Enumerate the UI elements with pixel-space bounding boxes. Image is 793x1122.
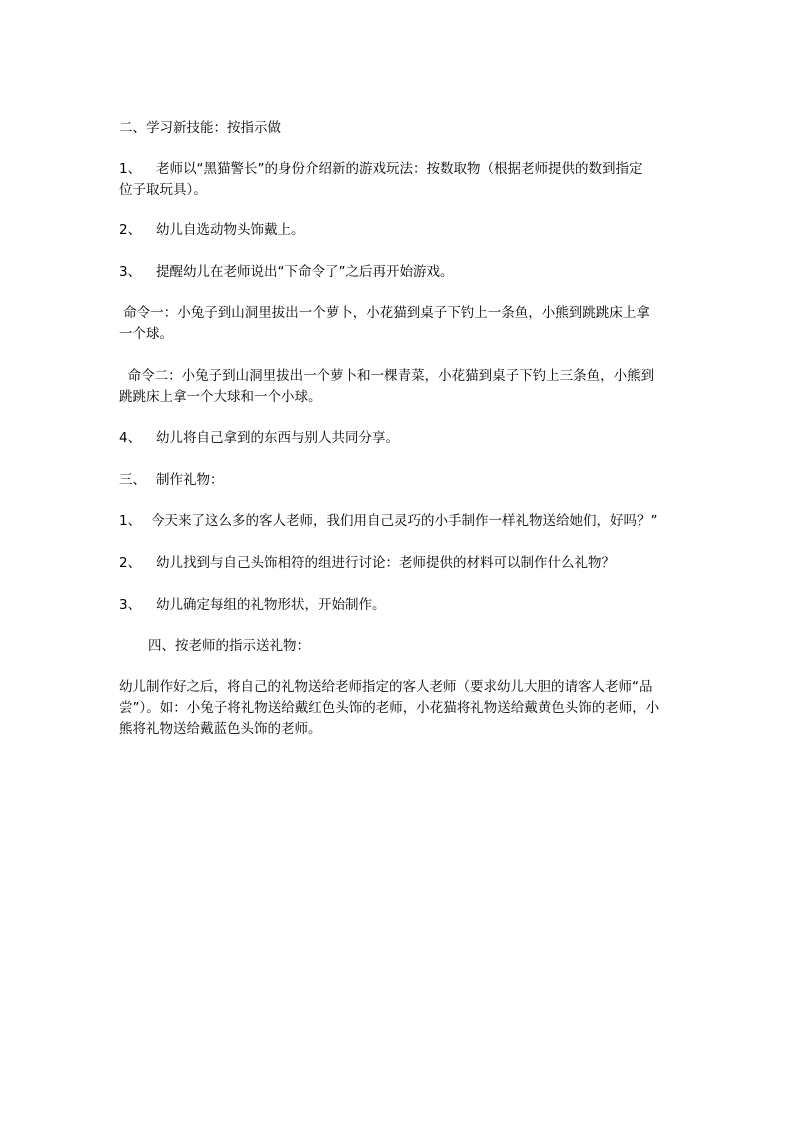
command-1-line-1: 命令一：小兔子到山洞里拔出一个萝卜，小花猫到桌子下钓上一条鱼，小熊到跳跳床上拿 xyxy=(119,305,650,321)
s2-item-4 xyxy=(119,428,679,449)
section-3-heading xyxy=(119,470,679,491)
s4-para-line-2: 尝”）。如：小兔子将礼物送给戴红色头饰的老师，小花猫将礼物送给戴黄色头饰的老师，小 xyxy=(119,700,660,716)
command-1-line-2: 一个球。 xyxy=(119,326,173,342)
section-title: 制作礼物： xyxy=(156,472,224,488)
item-text: 幼儿将自己拿到的东西与别人共同分享。 xyxy=(156,430,399,446)
section-2-heading: 二、学习新技能：按指示做 xyxy=(119,120,281,136)
command-2-line-1: 命令二：小兔子到山洞里拔出一个萝卜和一棵青菜，小花猫到桌子下钓上三条鱼，小熊到 xyxy=(119,368,655,384)
item-number: 3、 xyxy=(119,264,142,280)
s2-item-1-cont: 位子取玩具）。 xyxy=(119,182,207,198)
command-2-line-2: 跳跳床上拿一个大球和一个小球。 xyxy=(119,389,322,405)
s3-item-2 xyxy=(119,553,679,574)
item-number: 2、 xyxy=(119,555,142,571)
s2-item-1 xyxy=(119,159,679,180)
item-text: 提醒幼儿在老师说出“下命令了”之后再开始游戏。 xyxy=(156,264,454,280)
item-text: 今天来了这么多的客人老师，我们用自己灵巧的小手制作一样礼物送给她们，好吗？” xyxy=(151,513,658,529)
s3-item-3 xyxy=(119,595,679,616)
s2-item-3 xyxy=(119,262,679,283)
item-number: 1、 xyxy=(119,161,142,177)
section-number: 三、 xyxy=(119,472,146,488)
section-4-heading: 四、按老师的指示送礼物： xyxy=(148,638,310,654)
item-text: 幼儿自选动物头饰戴上。 xyxy=(156,222,305,238)
s4-para-line-3: 熊将礼物送给戴蓝色头饰的老师。 xyxy=(119,721,322,737)
item-text: 幼儿找到与自己头饰相符的组进行讨论：老师提供的材料可以制作什么礼物？ xyxy=(156,555,615,571)
s3-item-1 xyxy=(119,511,679,532)
item-number: 4、 xyxy=(119,430,142,446)
item-number: 1、 xyxy=(119,513,142,529)
s4-para-line-1: 幼儿制作好之后，将自己的礼物送给老师指定的客人老师（要求幼儿大胆的请客人老师“品 xyxy=(119,679,653,695)
item-number: 3、 xyxy=(119,597,142,613)
item-text: 老师以“黑猫警长”的身份介绍新的游戏玩法：按数取物（根据老师提供的数到指定 xyxy=(156,161,643,177)
item-number: 2、 xyxy=(119,222,142,238)
item-text: 幼儿确定每组的礼物形状，开始制作。 xyxy=(156,597,386,613)
s2-item-2 xyxy=(119,220,679,241)
